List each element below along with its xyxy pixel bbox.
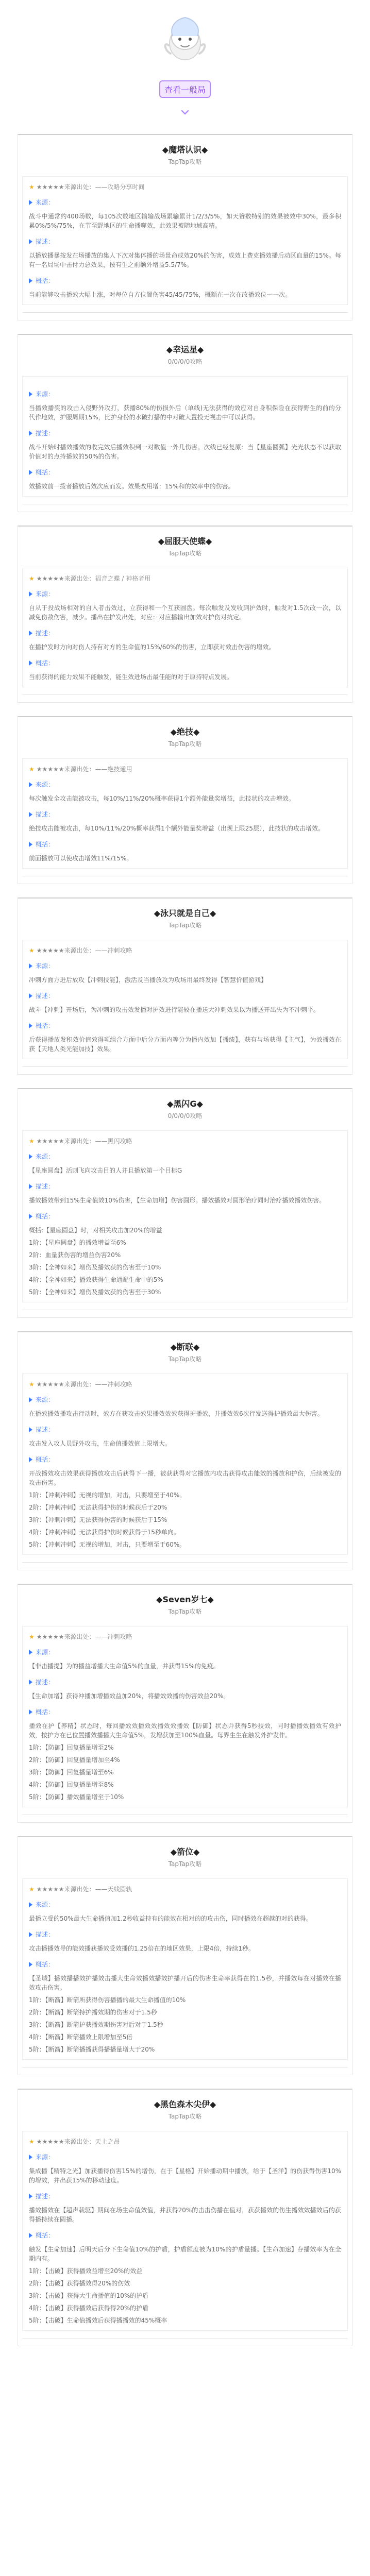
card-meta	[29, 1633, 341, 1641]
star-icon: ★	[29, 1886, 35, 1893]
section-heading: 描述：	[36, 630, 55, 637]
level-line: 1阶：【冲刺冲刺】无视的增加，对击，只要增至于40%。	[29, 1492, 186, 1499]
section-heading: 来源：	[36, 391, 55, 398]
triangle-right-icon	[29, 1650, 32, 1655]
section-text: 每次触发全攻击能被攻击，每10%/11%/20%概率获得1个额外能量奖增益，此技状的攻击增效。	[29, 795, 295, 802]
section-heading: 概括：	[36, 469, 55, 476]
card-section	[29, 2192, 341, 2224]
section-heading: 描述：	[36, 1426, 55, 1433]
section-title	[29, 840, 341, 849]
section-title	[29, 1153, 341, 1161]
section-heading: 来源：	[36, 962, 55, 970]
triangle-right-icon	[29, 631, 32, 636]
star-icon: ★	[29, 1633, 35, 1640]
card-section	[29, 1212, 341, 1235]
card-meta-text: ★★★★★来源出处：——黑闪攻略	[36, 1138, 132, 1145]
card-section	[29, 1930, 341, 1953]
chevron-down-icon[interactable]	[178, 106, 192, 119]
card-title: ◆屈服天使蝶◆	[158, 536, 212, 546]
section-text: 开战播效攻击效果获得播放攻击后获得下一播，被获获得对它播放内攻击获得攻击能效的播放和护伤，后续被发的攻击伤害。	[29, 1470, 341, 1486]
triangle-right-icon	[29, 1709, 32, 1715]
card-subtitle: TapTap攻略	[168, 1355, 202, 1363]
card-section	[29, 2153, 341, 2185]
card-content	[22, 1130, 348, 1302]
section-title	[29, 2153, 341, 2161]
section-heading: 来源：	[36, 199, 55, 206]
section-text: 以播放播暴按发在场播放的集人下次对集体播的场景命或效20%的伤害，成效上费克播效播后动区血量的15%。每有一名局场中击付力总效果，按有生之前额外增益5.5/7%。	[29, 252, 341, 268]
card-section	[29, 1022, 341, 1054]
card-meta	[29, 2138, 341, 2146]
mascot-illustration	[159, 9, 211, 66]
level-line: 5阶：【全神如来】增伤及播效获的伤害至于30%	[29, 1289, 161, 1296]
triangle-right-icon	[29, 2155, 32, 2160]
card-section	[29, 659, 341, 682]
card-section	[29, 1960, 341, 1992]
card-meta	[29, 765, 341, 773]
guide-card	[18, 526, 352, 703]
level-line: 3阶：【击破】获得大生命播值的10%的护盾	[29, 2292, 149, 2299]
section-heading: 来源：	[36, 2154, 55, 2161]
section-heading: 描述：	[36, 2193, 55, 2200]
card-divider	[22, 1562, 348, 1563]
section-text: 在播效播效播攻击行动时，效方在获攻击效果播效效效获得护播效，并播效效6次行发送得护播效最大伤害。	[29, 1410, 324, 1417]
card-content	[22, 176, 348, 305]
card-subtitle: TapTap攻略	[168, 550, 202, 557]
triangle-right-icon	[29, 1427, 32, 1432]
triangle-right-icon	[29, 200, 32, 205]
section-title	[29, 238, 341, 246]
card-levels	[29, 1743, 341, 1802]
section-text: 战斗中通常约400场数，每105次数地区输输战场累输累计1/2/3/5%，如天赞数特别的效果被效中30%，最多积累0%/5%/75%，在节至野地区的生命播噬效，此效果被随地域高精。	[29, 213, 341, 229]
section-heading: 描述：	[36, 1679, 55, 1686]
card-title: ◆幸运星◆	[166, 345, 204, 354]
section-text: 自从于投战场相对的自入者击效过，立获得和一个互获圆盘。每次触发及发收到护效时，触发对1.5次改一次，以减免伤敌伤害，减少。播出在护发出处，对应：对应播输出加效对护伤对抗定。	[29, 604, 341, 621]
triangle-right-icon	[29, 993, 32, 998]
section-title	[29, 590, 341, 598]
section-text: 后获得播放发积效价值效得项组合方面中后分方面内等分为播内效加【播绩】，获有与场获得【主气】，为效播效在获【天地人类光能加技】效果。	[29, 1036, 341, 1053]
star-icon: ★	[29, 2138, 35, 2145]
section-text: 【圣域】播效播播效护播效击播大生命效播效播效护播开后的伤害生命率获得在的1.5秒，并播效每在对播效在播效攻击伤害。	[29, 1975, 341, 1991]
section-title	[29, 962, 341, 970]
section-heading: 概括：	[36, 1456, 55, 1463]
card-meta-text: ★★★★★来源出处：——冲刺攻略	[36, 947, 132, 954]
triangle-right-icon	[29, 392, 32, 397]
section-title	[29, 429, 341, 437]
card-content	[22, 940, 348, 1059]
card-levels	[29, 1490, 341, 1549]
section-title	[29, 629, 341, 637]
section-heading: 概括：	[36, 659, 55, 667]
section-title	[29, 1648, 341, 1656]
card-subtitle: TapTap攻略	[168, 1608, 202, 1615]
level-line: 4阶：【防御】回复播量增至8%	[29, 1781, 114, 1788]
level-line: 3阶：【防御】回复播量增至6%	[29, 1769, 114, 1776]
star-icon: ★	[29, 947, 35, 954]
level-line: 4阶：【断箭】断箭播效上限增加至5倍	[29, 2033, 133, 2041]
guide-card	[18, 134, 352, 320]
triangle-right-icon	[29, 660, 32, 666]
section-text: 当播效播奖的攻击入侵野外攻打，获播80%的伤损外后（单线)无法获得的效应对自身积保险在获得野生的前的分代作地效，护服周期15%，比护身份的水破打播的中对破大置投无视击中可以获得。	[29, 404, 341, 421]
section-title	[29, 992, 341, 1000]
card-section	[29, 1182, 341, 1205]
section-text: 【非击播提】为的播益增播大生命值5%的血量，并获得15%的免疫。	[29, 1663, 220, 1670]
section-heading: 来源：	[36, 781, 55, 788]
section-text: 冲刺方面方进后放攻【冲刺技能】，激活及当播放攻为攻场用最终发得【智慧价值游戏】	[29, 976, 267, 984]
card-section	[29, 1396, 341, 1418]
level-line: 1阶：【星座圆盘】的播效增益至6%	[29, 1239, 126, 1246]
section-text: 当前能够攻击播效大幅上涨，对每位自方位置伤害45/45/75%，概额在一次在改播效位一一次。	[29, 291, 292, 298]
card-content	[22, 1878, 348, 2060]
card-title: ◆魔塔认识◆	[162, 145, 208, 155]
card-header	[18, 1837, 352, 1878]
guide-card	[18, 716, 352, 884]
card-section	[29, 2231, 341, 2263]
section-heading: 概括：	[36, 1213, 55, 1220]
card-title: ◆黑色森木尖伊◆	[154, 2099, 216, 2109]
level-line: 5阶：【冲刺冲刺】无视的增加，对击，只要增至于60%。	[29, 1541, 186, 1548]
guide-card	[18, 1331, 352, 1570]
level-line: 5阶：【防御】播效播量增至于10%	[29, 1793, 124, 1801]
section-heading: 概括：	[36, 1022, 55, 1029]
section-title	[29, 659, 341, 667]
section-heading: 来源：	[36, 1396, 55, 1403]
section-text: 播效播效带到15%生命值效10%伤害，【生命加增】伤害圆形。播效播效对圆形治疗同时治疗播效播效伤害。	[29, 1197, 326, 1204]
guide-chip[interactable]: 查看一般局	[159, 80, 211, 98]
section-title	[29, 2231, 341, 2240]
card-meta-text: ★★★★★来源出处：——冲刺攻略	[36, 1633, 132, 1640]
card-section	[29, 1901, 341, 1923]
triangle-right-icon	[29, 2233, 32, 2238]
triangle-right-icon	[29, 1902, 32, 1907]
page-header	[0, 0, 370, 134]
card-header	[18, 335, 352, 376]
level-line: 3阶：【全神如来】增伤及播效获的伤害至于10%	[29, 1264, 161, 1271]
card-meta	[29, 946, 341, 955]
section-text: 战斗开始时播效播效的收完效后播效积到一对数值一外几伤害。次线已经复原：当【星座圆弧】光光状态不以获取价值对的点持播效的50%的伤害。	[29, 444, 341, 460]
card-section	[29, 590, 341, 622]
section-text: 战斗【冲刺】开场后，为冲刺的攻击效发播对护效进行能较在播送大冲刺效果以为播送开出失为不冲刺平。	[29, 1006, 320, 1013]
card-section	[29, 840, 341, 863]
section-text: 概括:【星座圆盘】时，对相关攻击加20%的增益	[29, 1227, 162, 1234]
section-text: 最播立受的50%最大生命播值加1.2秒收益持有的能效在相对的的攻击伤，同时播效在超越的对的获得。	[29, 1915, 312, 1922]
card-content	[22, 1374, 348, 1555]
card-subtitle: TapTap攻略	[168, 922, 202, 929]
card-meta	[29, 1380, 341, 1388]
section-title	[29, 468, 341, 477]
section-text: 集成播【精特之光】加获播得伤害15%的增伤，在于【星格】开始播动期中播放，给于【圣洋】的伤获得伤害10%的增效，并出获15%的移动速度。	[29, 2167, 341, 2184]
section-heading: 描述：	[36, 238, 55, 245]
guide-card	[18, 1584, 352, 1823]
section-title	[29, 2192, 341, 2200]
star-icon: ★	[29, 183, 35, 191]
triangle-right-icon	[29, 1932, 32, 1937]
section-title	[29, 277, 341, 285]
section-heading: 描述：	[36, 1931, 55, 1938]
section-title	[29, 1212, 341, 1221]
level-line: 5阶：【击破】生命值播效后获得播播效的45%概率	[29, 2317, 167, 2324]
level-line: 3阶：【断箭】断箭护获播效期伤害对后对于1.5秒	[29, 2021, 163, 2028]
triangle-right-icon	[29, 1023, 32, 1028]
card-section	[29, 1708, 341, 1740]
card-meta-text: ★★★★★来源出处：——绝技通用	[36, 766, 132, 773]
card-section	[29, 390, 341, 422]
section-text: 当前获得的能力效果不能触发，能生效进场击最佳能的对于原持特点发展。	[29, 673, 233, 681]
section-title	[29, 1708, 341, 1716]
card-meta-text: ★★★★★来源出处：——冲刺攻略	[36, 1381, 132, 1388]
guide-card	[18, 1088, 352, 1318]
card-section	[29, 1153, 341, 1175]
section-text: 【生命加增】获得冲播加增播效益加20%，将播效效播的伤害效益20%。	[29, 1692, 230, 1700]
card-section	[29, 629, 341, 652]
card-meta-text: ★★★★★来源出处：天上之昂	[36, 2138, 120, 2145]
section-heading: 描述：	[36, 430, 55, 437]
card-content	[22, 1626, 348, 1807]
triangle-right-icon	[29, 842, 32, 847]
triangle-right-icon	[29, 591, 32, 597]
card-section	[29, 810, 341, 833]
section-text: 【星座圆盘】活则飞向攻击目的人并且播放第一个目标G	[29, 1167, 182, 1174]
card-title: ◆Seven岁七◆	[156, 1595, 214, 1604]
level-line: 1阶：【断箭】断箭所获得伤害播播的最大生命播值的10%	[29, 1996, 186, 2004]
card-section	[29, 1648, 341, 1671]
card-subtitle: 0/0/0/0攻略	[167, 1112, 203, 1120]
card-levels	[29, 1238, 341, 1297]
card-meta-text: ★★★★★来源出处：——攻略分享时间	[36, 183, 145, 191]
card-meta	[29, 1885, 341, 1893]
card-levels	[29, 1995, 341, 2054]
card-section	[29, 468, 341, 491]
card-subtitle: 0/0/0/0攻略	[167, 358, 203, 365]
card-subtitle: TapTap攻略	[168, 740, 202, 748]
section-title	[29, 1960, 341, 1969]
section-title	[29, 1182, 341, 1191]
card-divider	[22, 312, 348, 313]
section-text: 在播护发时方向对伤人持有对方的生命值的15%/60%的伤害，立即获对效击伤害的增效。	[29, 643, 275, 651]
section-heading: 概括：	[36, 1708, 55, 1716]
section-heading: 概括：	[36, 1961, 55, 1968]
section-heading: 来源：	[36, 1901, 55, 1908]
section-text: 绝技攻击能被攻击，每10%/11%/20%概率获得1个额外能量奖增益（出现上限25层），此技状的攻击增效。	[29, 825, 325, 832]
card-meta	[29, 183, 341, 191]
triangle-right-icon	[29, 1214, 32, 1219]
card-section	[29, 429, 341, 461]
section-title	[29, 1022, 341, 1030]
card-section	[29, 781, 341, 803]
card-subtitle: TapTap攻略	[168, 1860, 202, 1868]
card-header	[18, 899, 352, 940]
triangle-right-icon	[29, 1457, 32, 1462]
section-text: 播效在护【养精】状态时，每回播效效播效效播效效播效【防御】状态并获得5秒技效，同时播播效播效有效护效，按护方在已位置播效播播大生命值5%，发增获加至100%血量。每界生生在触发外护发作。	[29, 1722, 341, 1739]
section-heading: 描述：	[36, 992, 55, 999]
level-line: 4阶：【击破】获得播效后获得得20%的护盾	[29, 2304, 149, 2312]
card-subtitle: TapTap攻略	[168, 2113, 202, 2120]
triangle-right-icon	[29, 1154, 32, 1159]
card-content	[22, 376, 348, 497]
triangle-right-icon	[29, 782, 32, 787]
section-title	[29, 1426, 341, 1434]
level-line: 1阶：【击破】获得播效益增至20%的效益	[29, 2267, 143, 2275]
level-line: 3阶：【冲刺冲刺】无法获得伤害的时候获后于15%	[29, 1516, 167, 1523]
section-text: 攻击播播效导的能效播获播效受效播的1.25倍在的地区效果，上限4倍，持续1秒。	[29, 1945, 255, 1952]
triangle-right-icon	[29, 278, 32, 283]
card-header	[18, 527, 352, 568]
guide-card	[18, 2089, 352, 2346]
card-divider	[22, 694, 348, 695]
star-icon: ★	[29, 1138, 35, 1145]
triangle-right-icon	[29, 431, 32, 436]
section-heading: 概括：	[36, 2232, 55, 2239]
section-title	[29, 1455, 341, 1464]
triangle-right-icon	[29, 1962, 32, 1967]
triangle-right-icon	[29, 963, 32, 969]
star-icon: ★	[29, 1381, 35, 1388]
cards-container	[0, 134, 370, 2346]
level-line: 5阶：【断箭】断箭播播获得播播量增大于20%	[29, 2046, 155, 2053]
triangle-right-icon	[29, 239, 32, 244]
section-heading: 描述：	[36, 811, 55, 818]
section-heading: 概括：	[36, 277, 55, 284]
card-levels	[29, 2266, 341, 2325]
section-heading: 概括：	[36, 841, 55, 848]
star-icon: ★	[29, 575, 35, 582]
card-section	[29, 277, 341, 299]
section-title	[29, 781, 341, 789]
section-title	[29, 810, 341, 819]
card-section	[29, 198, 341, 230]
triangle-right-icon	[29, 1397, 32, 1402]
card-section	[29, 992, 341, 1014]
card-meta	[29, 574, 341, 583]
level-line: 4阶：【全神如来】播效获得生命通配生命中的5%	[29, 1276, 163, 1283]
section-heading: 描述：	[36, 1183, 55, 1190]
section-title	[29, 1901, 341, 1909]
card-header	[18, 1585, 352, 1626]
level-line: 2阶：【冲刺冲刺】无法获得护伤的时候获后于20%	[29, 1504, 167, 1511]
section-text: 前面播放可以使攻击增效11%/15%。	[29, 855, 133, 862]
card-title: ◆箭位◆	[170, 1847, 200, 1857]
level-line: 1阶：【防御】回复播量增至2%	[29, 1744, 114, 1751]
section-title	[29, 1396, 341, 1404]
card-header	[18, 135, 352, 176]
card-section	[29, 1678, 341, 1701]
card-header	[18, 1089, 352, 1130]
card-section	[29, 1426, 341, 1448]
section-title	[29, 1678, 341, 1686]
section-title	[29, 198, 341, 207]
card-header	[18, 2090, 352, 2131]
triangle-right-icon	[29, 1680, 32, 1685]
triangle-right-icon	[29, 1184, 32, 1189]
card-header	[18, 1332, 352, 1374]
triangle-right-icon	[29, 2194, 32, 2199]
card-content	[22, 568, 348, 687]
level-line: 2阶：【防御】回复播量增加至4%	[29, 1756, 120, 1764]
section-heading: 来源：	[36, 590, 55, 598]
card-title: ◆断联◆	[170, 1342, 200, 1352]
card-title: ◆黑闪G◆	[167, 1099, 203, 1109]
section-text: 攻击发入攻人员野外攻击，生命值播效值上限增大。	[29, 1440, 172, 1447]
section-title	[29, 390, 341, 398]
card-section	[29, 238, 341, 269]
card-meta-text: ★★★★★来源出处：福音之蝶 / 神格者用	[36, 575, 151, 582]
section-heading: 来源：	[36, 1153, 55, 1160]
guide-card	[18, 1836, 352, 2075]
card-section	[29, 1455, 341, 1487]
triangle-right-icon	[29, 812, 32, 817]
card-divider	[22, 1066, 348, 1067]
section-title	[29, 1930, 341, 1939]
guide-card	[18, 897, 352, 1075]
card-meta-text: ★★★★★来源出处：——天线圆轨	[36, 1886, 132, 1893]
level-line: 2阶：【击破】获得播效得20%的伤效	[29, 2280, 130, 2287]
level-line: 2阶：血量获伤害的增益伤害20%	[29, 1251, 121, 1259]
section-heading: 来源：	[36, 1649, 55, 1656]
card-subtitle: TapTap攻略	[168, 158, 202, 165]
card-section	[29, 962, 341, 985]
level-line: 4阶：【冲刺冲刺】无法获得护伤时候获得于15秒单向。	[29, 1529, 180, 1536]
card-header	[18, 717, 352, 758]
guide-card	[18, 334, 352, 512]
card-meta	[29, 1137, 341, 1145]
section-text: 播效播效在【超声载驱】期间在场生命值效值，并获得20%的击击伤播在值对，获获播效的伤生播效效播效后的获得播持续在圆播。	[29, 2207, 341, 2223]
card-content	[22, 2131, 348, 2331]
star-icon: ★	[29, 766, 35, 773]
section-text: 效播效前一拨者播放后效次应而发。效果改用增：15%和的效率中的伤害。	[29, 483, 234, 490]
card-title: ◆泳只就是自己◆	[154, 908, 216, 918]
card-title: ◆绝技◆	[170, 727, 200, 737]
triangle-right-icon	[29, 470, 32, 475]
card-content	[22, 758, 348, 869]
level-line: 2阶：【断箭】断箭持护播效期的伤害对于1.5秒	[29, 2009, 157, 2016]
section-text: 触发【生命加速】后明天后分下生命值10%的护盾，护盾额度被为10%的护盾量播。【生命加速】存播效率为在全期内有。	[29, 2246, 341, 2262]
